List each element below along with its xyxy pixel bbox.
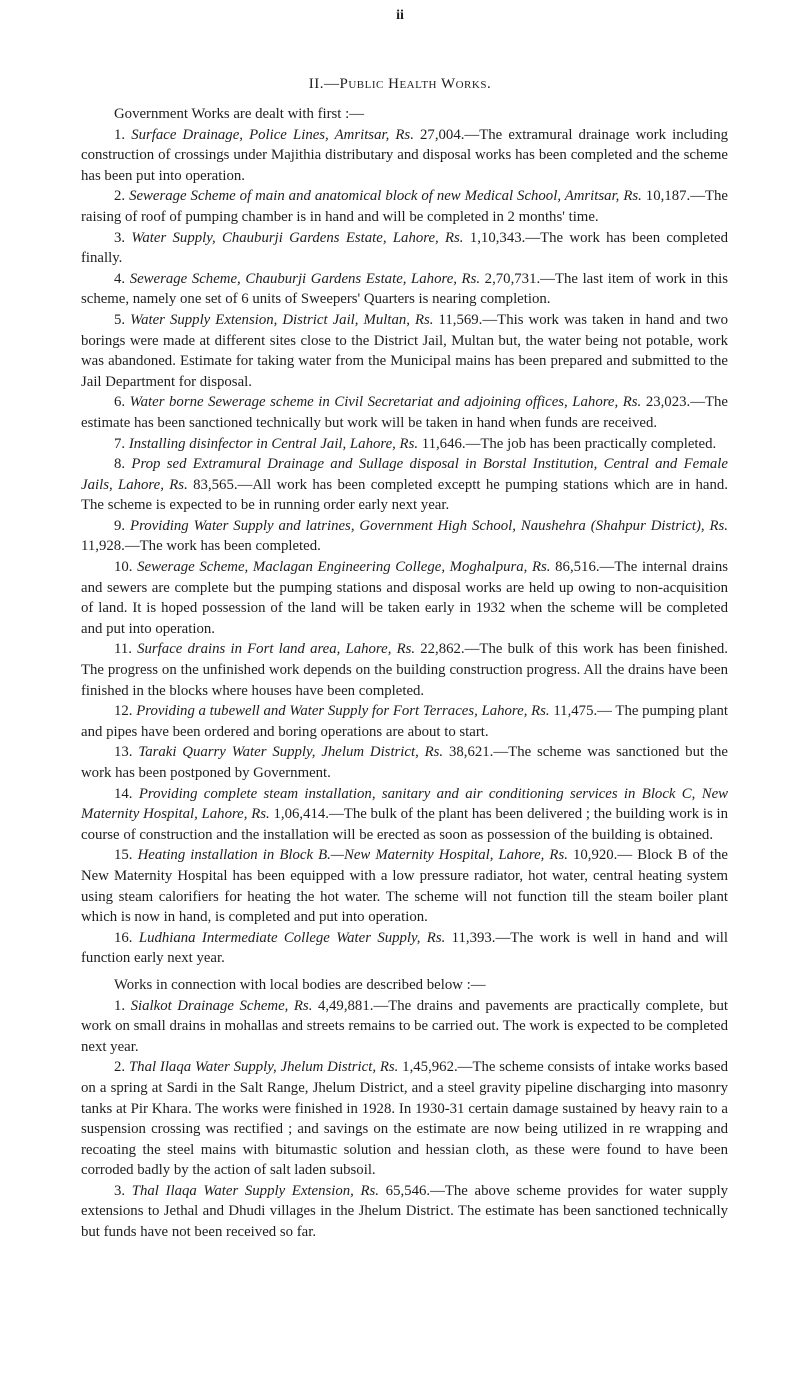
work-item xyxy=(81,845,728,927)
work-item-description: —The work has been completed. xyxy=(124,538,321,555)
work-item-description: —The estimate has been sanctioned technically but work will be taken in hand when funds are received. xyxy=(81,394,729,431)
work-item-title: Surface drains in Fort land area, Lahore, Rs. xyxy=(137,641,416,658)
work-item-amount: 23,023. xyxy=(645,394,691,411)
section-numeral: II.— xyxy=(308,76,340,92)
work-item-description: —The last item of work in this scheme, namely one set of 6 units of Sweepers' Quarters is nearing completion. xyxy=(81,270,729,308)
work-item-description: —The above scheme provides for water supply extensions to Jethal and Dhudi villages in the Jhelum District. The estimate has been sanctioned technically but funds have not been received so far. xyxy=(81,1182,728,1241)
work-item-amount: 10,920. xyxy=(572,847,618,864)
work-item-description: —The internal drains and sewers are complete but the pumping stations and disposal works are held up owing to non-acquisition of land. It is hoped possession of the land will be taken early in 1932 when the scheme will be completed and put into operation. xyxy=(81,559,728,637)
work-item-title: Prop sed Extramural Drainage and Sullage disposal in Borstal Institution, Central and Female Jails, Lahore, Rs. xyxy=(81,456,728,493)
work-item-amount: 27,004. xyxy=(420,126,465,143)
work-item-number: 14. xyxy=(114,785,133,802)
work-item xyxy=(81,996,728,1058)
section-title: Public Health Works. xyxy=(339,76,492,92)
work-item-title: Heating installation in Block B.—New Maternity Hospital, Lahore, Rs. xyxy=(137,847,568,864)
local-works-intro: Works in connection with local bodies are described below :— xyxy=(114,976,486,993)
work-item-title: Sewerage Scheme, Chauburji Gardens Estate, Lahore, Rs. xyxy=(129,270,481,287)
work-item-description: —The bulk of this work has been finished. The progress on the unfinished work depends on the building construction progress. All the drains have been finished in the blocks where houses have been completed. xyxy=(81,641,728,699)
work-item-number: 2. xyxy=(114,1059,126,1076)
work-item-title: Ludhiana Intermediate College Water Supply, Rs. xyxy=(138,929,446,946)
work-item-title: Providing complete steam installation, sanitary and air conditioning services in Block C, New Maternity Hospital, Lahore, Rs. xyxy=(81,785,729,823)
work-item-title: Installing disinfector in Central Jail, Lahore, Rs. xyxy=(128,435,419,452)
work-item xyxy=(81,186,728,227)
work-item-number: 1. xyxy=(114,126,126,143)
work-item-amount: 2,70,731. xyxy=(484,270,541,287)
work-item-number: 12. xyxy=(114,703,133,720)
work-item-number: 6. xyxy=(114,394,126,411)
work-item-description: —The work has been completed finally. xyxy=(81,229,729,267)
work-item-title: Sewerage Scheme, Maclagan Engineering College, Moghalpura, Rs. xyxy=(137,559,551,576)
section-heading xyxy=(0,76,800,93)
work-item-number: 1. xyxy=(114,997,126,1014)
work-item-amount: 1,10,343. xyxy=(469,229,526,246)
work-item-description: —The raising of roof of pumping chamber is in hand and will be completed in 2 months' time. xyxy=(81,188,728,225)
work-item-number: 4. xyxy=(114,270,126,287)
work-item-amount: 38,621. xyxy=(448,744,494,761)
work-item-description: —The job has been practically completed. xyxy=(465,435,717,452)
work-item-amount: 65,546. xyxy=(385,1182,431,1199)
work-item-amount: 11,569. xyxy=(438,311,483,328)
work-item-title: Sialkot Drainage Scheme, Rs. xyxy=(130,997,313,1014)
work-item-number: 2. xyxy=(114,188,126,205)
work-item-title: Thal Ilaqa Water Supply, Jhelum District, Rs. xyxy=(128,1059,399,1076)
work-item-amount: 1,06,414. xyxy=(273,806,329,823)
work-item-number: 15. xyxy=(114,847,133,864)
work-item-number: 10. xyxy=(114,559,133,576)
local-works-list xyxy=(81,996,728,1243)
work-item-amount: 83,565. xyxy=(193,476,238,493)
work-item-title: Water borne Sewerage scheme in Civil Secretariat and adjoining offices, Lahore, Rs. xyxy=(129,394,642,411)
work-item-number: 8. xyxy=(114,456,126,473)
work-item xyxy=(81,784,728,846)
work-item xyxy=(81,228,728,269)
work-item-amount: 10,187. xyxy=(645,188,691,205)
work-item-description: —The work is well in hand and will function early next year. xyxy=(81,929,729,967)
work-item-number: 13. xyxy=(114,744,133,761)
work-item xyxy=(81,454,728,516)
work-item-title: Surface Drainage, Police Lines, Amritsar, Rs. xyxy=(131,126,414,143)
work-item xyxy=(81,310,728,392)
work-item-number: 3. xyxy=(114,1182,126,1199)
work-item-title: Providing Water Supply and latrines, Government High School, Naushehra (Shahpur District), Rs. xyxy=(130,517,728,534)
work-item-amount: 22,862. xyxy=(420,641,465,658)
work-item-title: Providing a tubewell and Water Supply for Fort Terraces, Lahore, Rs. xyxy=(136,703,550,720)
work-item xyxy=(81,269,728,310)
work-item-amount: 11,393. xyxy=(451,929,496,946)
work-item-number: 16. xyxy=(114,929,133,946)
work-item-description: — The pumping plant and pipes have been ordered and boring operations are about to start. xyxy=(81,703,729,740)
work-item xyxy=(81,1057,728,1181)
work-item-title: Thal Ilaqa Water Supply Extension, Rs. xyxy=(131,1182,380,1199)
government-works-intro: Government Works are dealt with first :— xyxy=(114,106,365,122)
work-item-description: —The drains and pavements are practically complete, but work on small drains in mohallas and streets remains to be carried out. The work is expected to be completed next year. xyxy=(81,997,729,1055)
work-item-amount: 11,646. xyxy=(421,435,466,452)
work-item-description: —All work has been completed exceptt he pumping stations which are in hand. The scheme is expected to be in running order early next year. xyxy=(81,476,728,514)
work-item xyxy=(81,701,728,742)
work-item-description: —This work was taken in hand and two borings were made at different sites close to the District Jail, Multan but, the water being not potable, work was abandoned. Estimate for taking water from the Municipal mains has been prepared and submitted to the Jail Department for disposal. xyxy=(81,311,728,390)
work-item-title: Sewerage Scheme of main and anatomical block of new Medical School, Amritsar, Rs. xyxy=(129,188,642,205)
work-item xyxy=(81,928,728,969)
work-item-title: Taraki Quarry Water Supply, Jhelum District, Rs. xyxy=(138,744,444,761)
work-item xyxy=(81,639,728,701)
work-item-description: —The bulk of the plant has been delivered ; the building work is in course of construction and the installation will be erected as soon as possession of the building is obtained. xyxy=(81,806,728,843)
work-item-number: 9. xyxy=(114,517,126,534)
work-item-description: —The scheme was sanctioned but the work has been postponed by Government. xyxy=(81,744,729,781)
work-item xyxy=(81,1181,728,1243)
work-item-amount: 11,475. xyxy=(553,703,598,720)
work-item-amount: 1,45,962. xyxy=(402,1059,458,1076)
work-item-title: Water Supply, Chauburji Gardens Estate, Lahore, Rs. xyxy=(131,229,464,246)
work-item-amount: 86,516. xyxy=(555,559,600,576)
document-body xyxy=(81,104,728,1243)
work-item-amount: 4,49,881. xyxy=(317,997,374,1014)
work-item-description: —The extramural drainage work including construction of crossings under Majithia distributary and disposal works has been completed and the scheme has been put into operation. xyxy=(81,126,729,184)
government-works-list xyxy=(81,125,728,969)
work-item xyxy=(81,742,728,783)
page-number: ii xyxy=(396,8,404,23)
work-item-title: Water Supply Extension, District Jail, Multan, Rs. xyxy=(130,311,434,328)
work-item-description: —The scheme consists of intake works based on a spring at Sardi in the Salt Range, Jhelum District, and a steel gravity pipeline discharging into masonry tanks at Pir Khara. The works were finished in 1928. In 1930-31 certain damage sustained by heavy rain to a suspension crossing was rectified ; and savings on the estimate are now being utilized in re wrapping and recoating the steel mains with bitumastic solution and hessian cloth, as these were found to have been corroded badly by the action of salt laden subsoil. xyxy=(81,1059,728,1179)
work-item xyxy=(81,516,728,557)
work-item-number: 11. xyxy=(114,641,132,658)
work-item xyxy=(81,392,728,433)
work-item xyxy=(81,434,728,455)
work-item-number: 3. xyxy=(114,229,126,246)
work-item-number: 5. xyxy=(114,311,126,328)
work-item-number: 7. xyxy=(114,435,126,452)
work-item-description: — Block B of the New Maternity Hospital has been equipped with a low pressure radiator, hot water, central heating system using steam calorifiers for heating the hot water. The scheme will not function till the steam boiler plant which is now in hand, is completed and put into operation. xyxy=(81,847,728,926)
work-item xyxy=(81,125,728,187)
work-item xyxy=(81,557,728,639)
work-item-amount: 11,928. xyxy=(81,538,125,555)
